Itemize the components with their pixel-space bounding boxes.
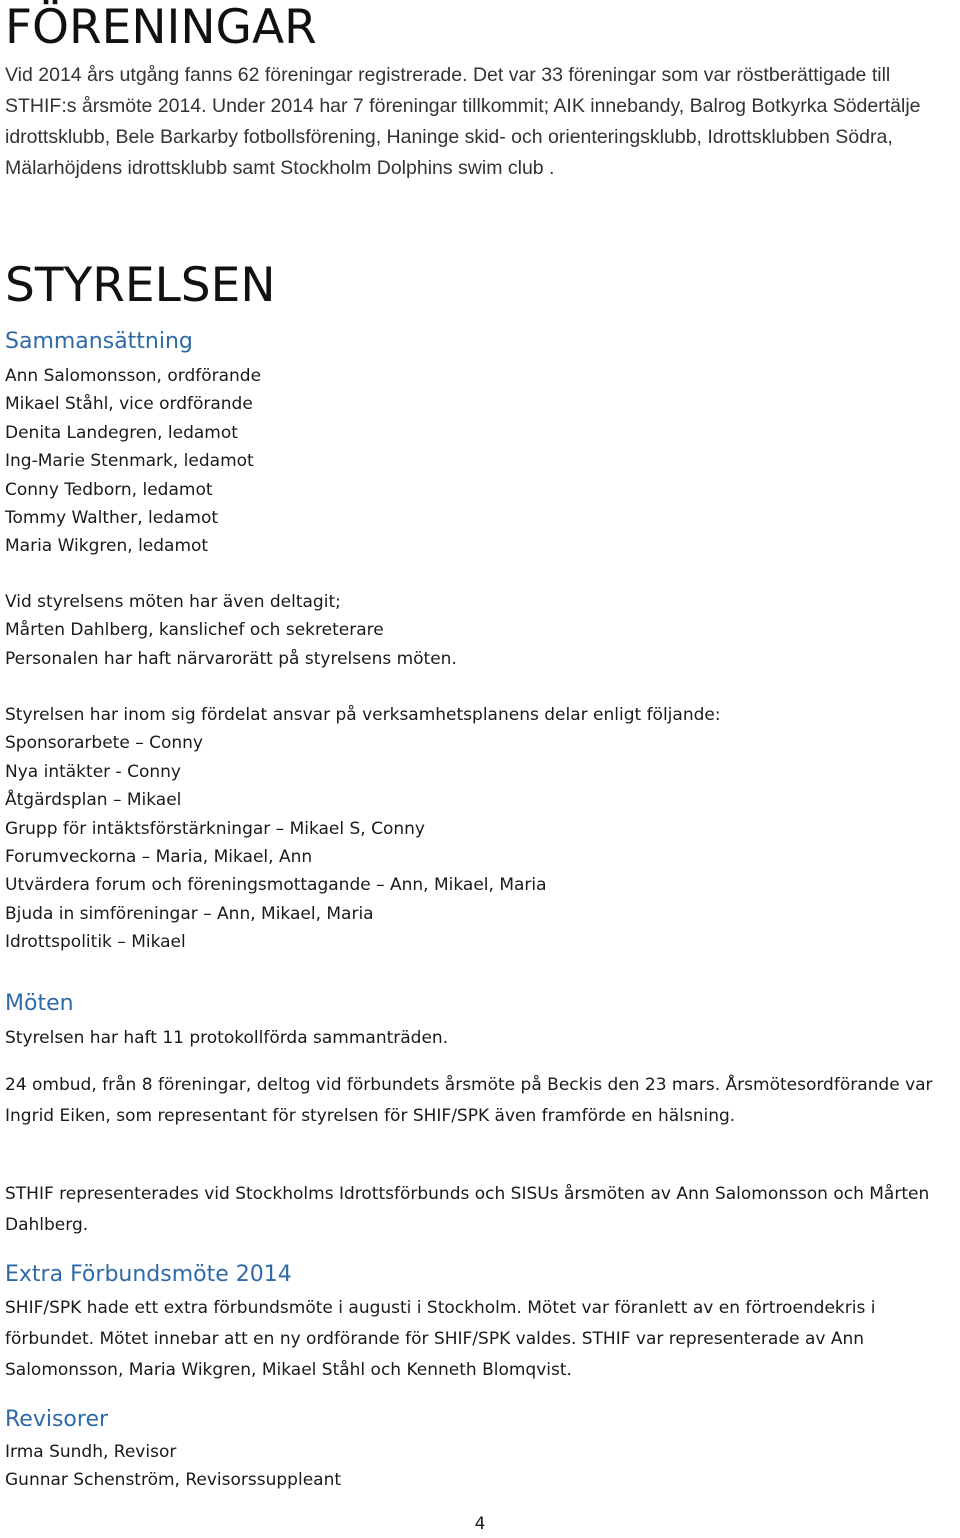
extra-paragraph: SHIF/SPK hade ett extra förbundsmöte i augusti i Stockholm. Mötet var föranlett av en förtroendekris i förbundet. Mötet innebar att en ny ordförande för SHIF/SPK valdes. STHIF var representerade av Ann Salomonsson, Maria Wikgren, Mikael Ståhl och Kenneth Blomqvist. bbox=[5, 1298, 876, 1380]
foreningar-paragraph: Vid 2014 års utgång fanns 62 föreningar registrerade. Det var 33 föreningar som var röstberättigade till STHIF:s årsmöte 2014. Under 2014 har 7 föreningar tillkommit; AIK innebandy, Balrog Botkyrka Södertälje idrottsklubb, Bele Barkarby fotbollsförening, Haninge skid- och orienteringsklubb, Idrottsklubben Södra, Mälarhöjdens idrottsklubb samt Stockholm Dolphins swim club . bbox=[5, 64, 921, 179]
board-member: Maria Wikgren, ledamot bbox=[5, 536, 209, 557]
responsibility-line: Forumveckorna – Maria, Mikael, Ann bbox=[5, 847, 313, 868]
board-members-list bbox=[5, 362, 960, 561]
meeting-participants bbox=[5, 588, 960, 673]
auditor-line: Irma Sundh, Revisor bbox=[5, 1442, 177, 1462]
responsibility-line: Sponsorarbete – Conny bbox=[5, 733, 203, 754]
heading-styrelsen: STYRELSEN bbox=[5, 258, 276, 313]
subheading-revisorer: Revisorer bbox=[5, 1407, 109, 1432]
participants-line: Mårten Dahlberg, kanslichef och sekreterare bbox=[5, 620, 384, 641]
board-member: Conny Tedborn, ledamot bbox=[5, 479, 213, 500]
subheading-sammansattning: Sammansättning bbox=[5, 329, 193, 354]
responsibility-line: Bjuda in simföreningar – Ann, Mikael, Maria bbox=[5, 903, 374, 924]
responsibility-line: Nya intäkter - Conny bbox=[5, 761, 181, 782]
responsibility-line: Åtgärdsplan – Mikael bbox=[5, 790, 182, 811]
board-member: Denita Landegren, ledamot bbox=[5, 422, 238, 443]
responsibility-line: Grupp för intäktsförstärkningar – Mikael S, Conny bbox=[5, 818, 425, 839]
moten-paragraph-3: STHIF representerades vid Stockholms Idrottsförbunds och SISUs årsmöten av Ann Salomonsson och Mårten Dahlberg. bbox=[5, 1184, 930, 1235]
heading-foreningar: FÖRENINGAR bbox=[5, 0, 317, 55]
subheading-extra-forbundsmote: Extra Förbundsmöte 2014 bbox=[5, 1262, 292, 1287]
responsibility-line: Styrelsen har inom sig fördelat ansvar på verksamhetsplanens delar enligt följande: bbox=[5, 705, 721, 725]
auditors-list bbox=[5, 1438, 960, 1495]
responsibility-line: Utvärdera forum och föreningsmottagande – Ann, Mikael, Maria bbox=[5, 875, 547, 896]
participants-line: Vid styrelsens möten har även deltagit; bbox=[5, 592, 341, 612]
board-member: Ing-Marie Stenmark, ledamot bbox=[5, 451, 254, 472]
participants-line: Personalen har haft närvarorätt på styrelsens möten. bbox=[5, 648, 457, 669]
page-number: 4 bbox=[474, 1514, 486, 1534]
moten-paragraph-1: Styrelsen har haft 11 protokollförda sammanträden. bbox=[5, 1028, 449, 1048]
board-member: Mikael Ståhl, vice ordförande bbox=[5, 394, 253, 415]
board-member: Tommy Walther, ledamot bbox=[5, 508, 219, 529]
auditor-line: Gunnar Schenström, Revisorssuppleant bbox=[5, 1470, 342, 1491]
moten-paragraph-2: 24 ombud, från 8 föreningar, deltog vid förbundets årsmöte på Beckis den 23 mars. Årsmötesordförande var Ingrid Eiken, som representant för styrelsen för SHIF/SPK även framförde en hälsning. bbox=[5, 1075, 933, 1126]
responsibilities-list bbox=[5, 701, 960, 957]
board-member: Ann Salomonsson, ordförande bbox=[5, 366, 262, 386]
subheading-moten: Möten bbox=[5, 991, 74, 1016]
responsibility-line: Idrottspolitik – Mikael bbox=[5, 932, 186, 953]
